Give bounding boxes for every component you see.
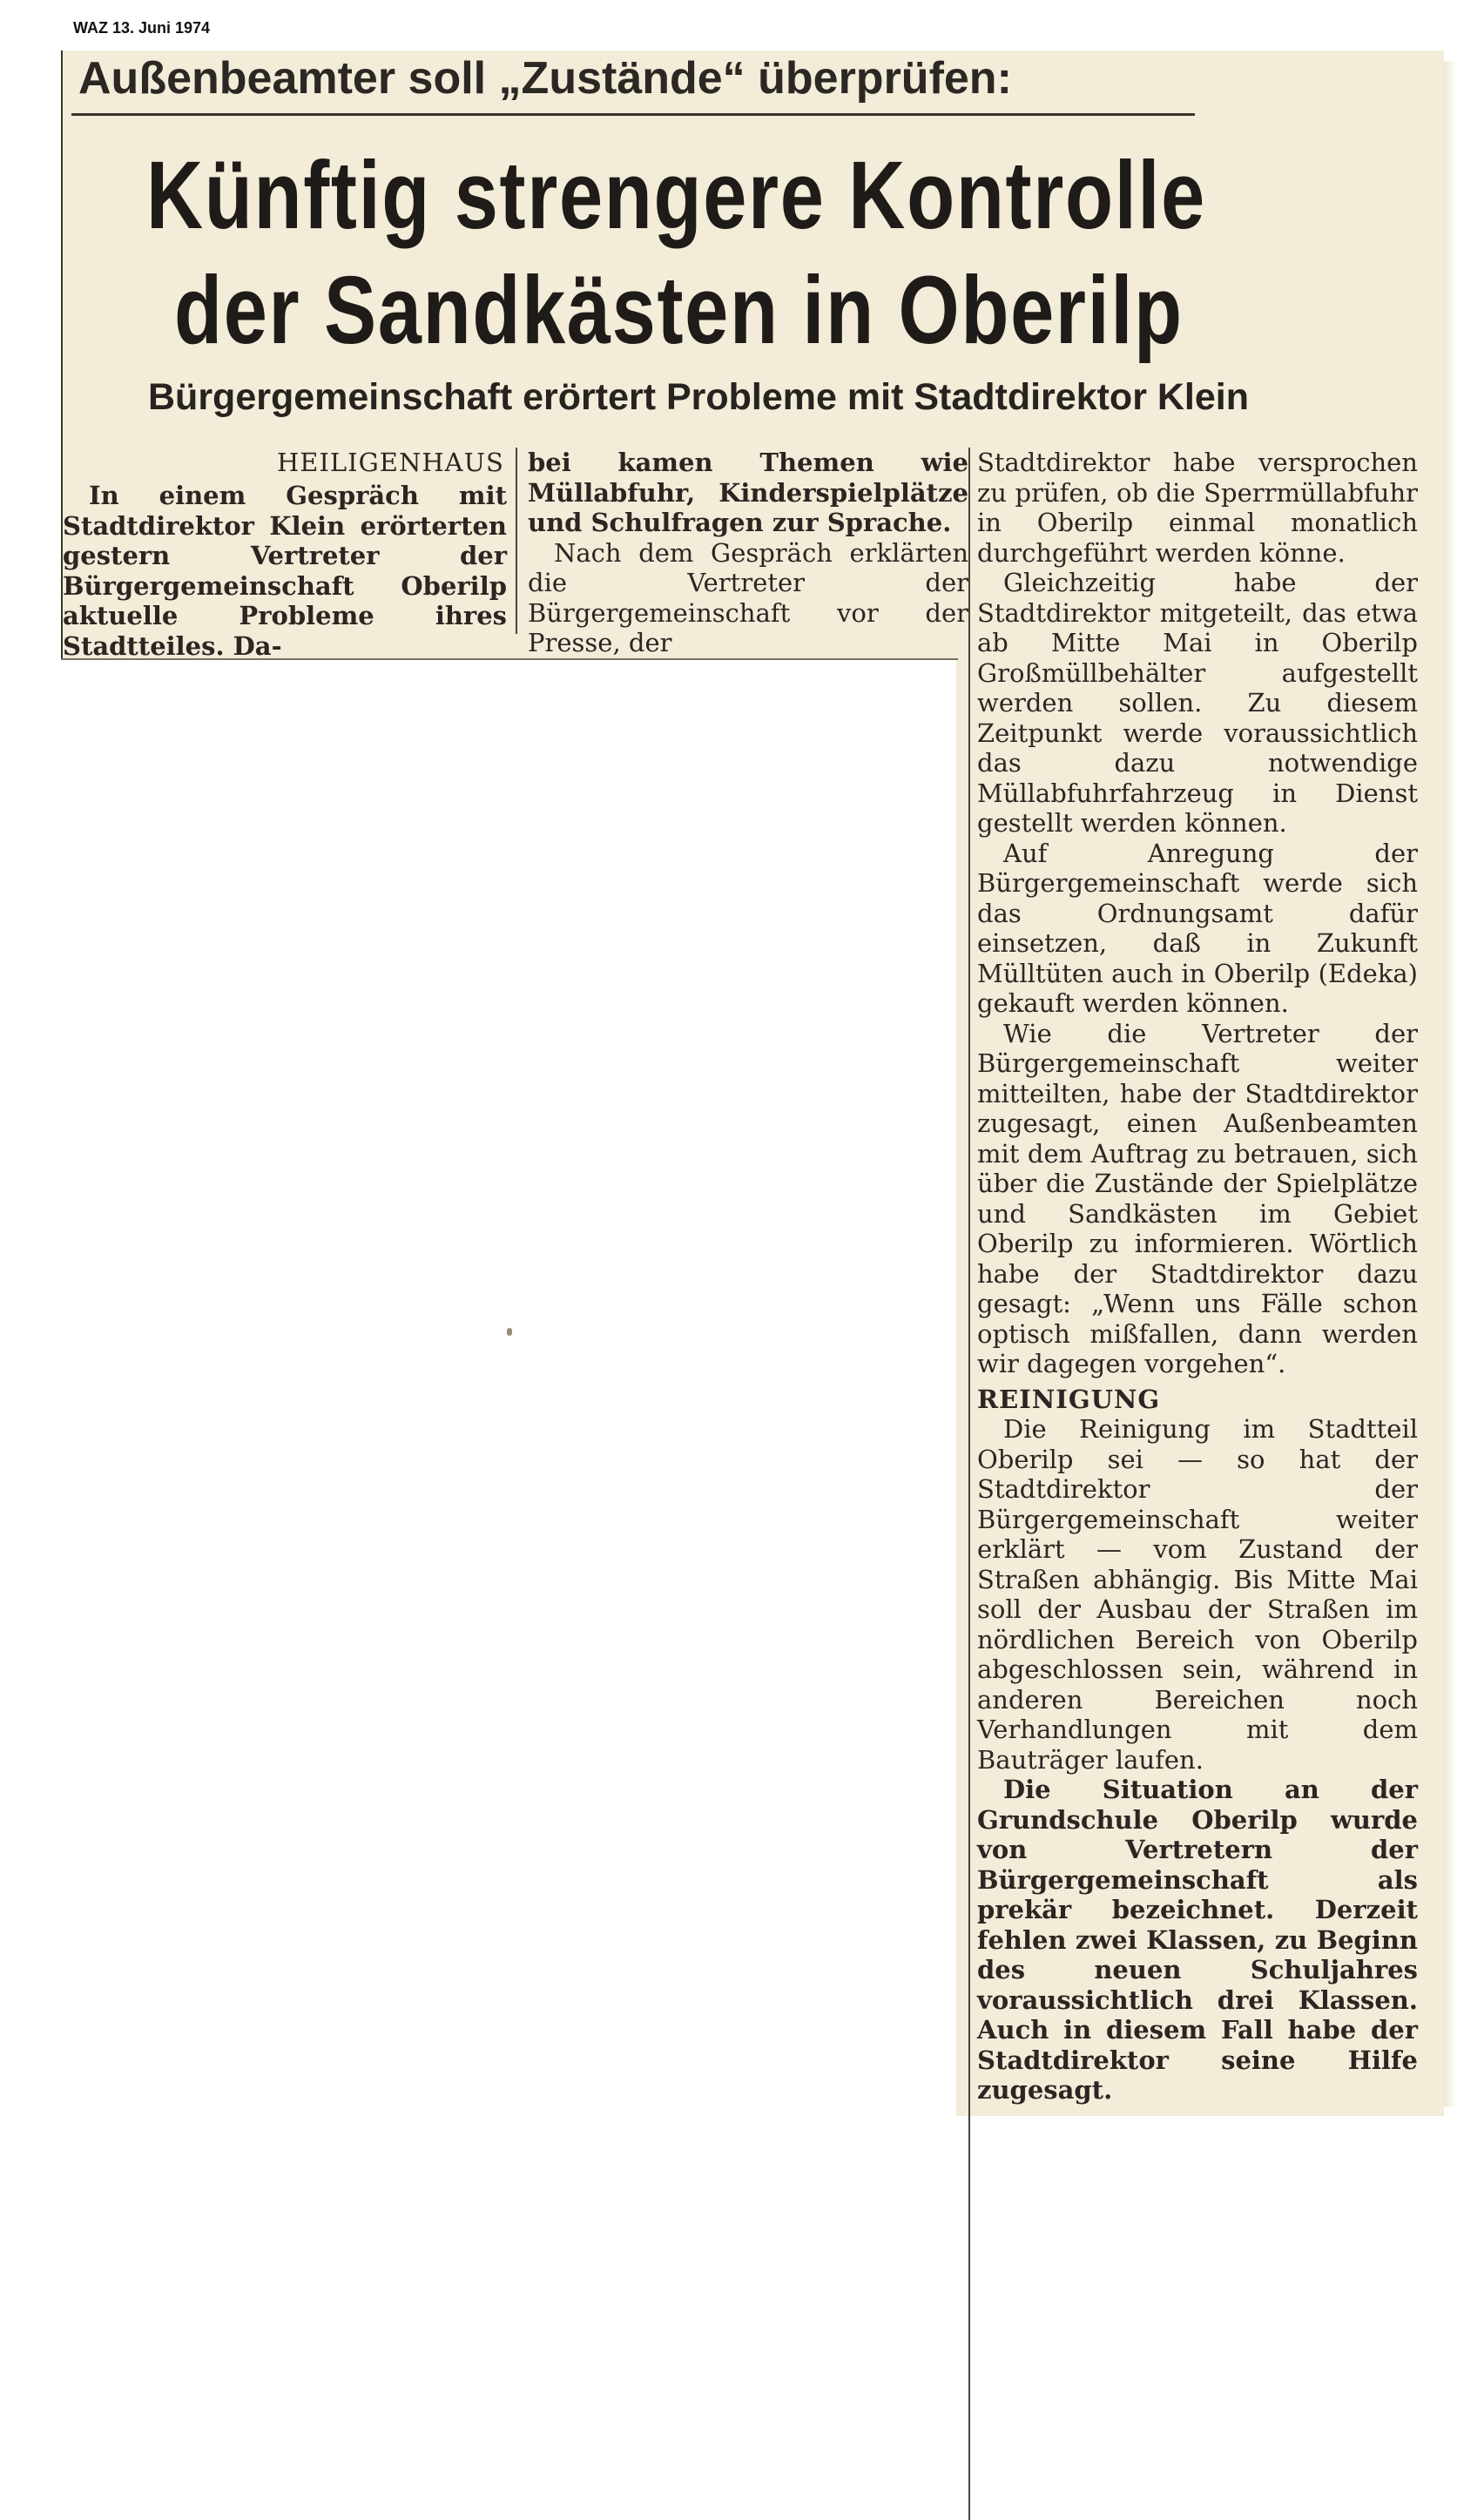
paragraph: Die Situation an der Grundschule Oberilp wurde von Vertretern der Bürgergemeinschaft als prekär bezeichnet. Derzeit fehlen zwei Klassen, zu Beginn des neuen Schuljahres voraussichtlich drei Klassen. Auch in diesem Fall habe der Stadtdirektor seine Hilfe zugesagt. [977,1775,1418,2105]
source-label: WAZ 13. Juni 1974 [73,19,211,37]
column-divider-1 [516,448,517,634]
paragraph: Die Reinigung im Stadtteil Oberilp sei — so hat der Stadtdirektor der Bürgergemeinschaft weiter erklärt — vom Zustand der Straßen abhängig. Bis Mitte Mai soll der Ausbau der Straßen im nördlichen Bereich von Oberilp abgeschlossen sein, während in anderen Bereichen noch Verhandlungen mit dem Bauträger laufen. [977,1414,1418,1775]
column-divider-2 [968,448,970,2520]
article-column-1 [63,481,507,661]
dateline: HEILIGENHAUS [277,448,504,477]
paragraph: In einem Gespräch mit Stadtdirektor Klein erörterten gestern Vertreter der Bürgergemeinschaft Oberilp aktuelle Probleme ihres Stadtteiles. Da- [63,481,507,661]
article-column-3 [977,448,1418,2106]
paragraph: bei kamen Themen wie Müllabfuhr, Kinderspielplätze und Schulfragen zur Sprache. [528,448,968,537]
headline-line-1: Künftig strengere Kontrolle [146,142,1206,249]
paragraph: Gleichzeitig habe der Stadtdirektor mitgeteilt, das etwa ab Mitte Mai in Oberilp Großmüllbehälter aufgestellt werden sollen. Zu diesem Zeitpunkt werde voraussichtlich das dazu notwendige Müllabfuhrfahrzeug in Dienst gestellt werden können. [977,568,1418,838]
paragraph: Wie die Vertreter der Bürgergemeinschaft weiter mitteilten, habe der Stadtdirektor zugesagt, einen Außenbeamten mit dem Auftrag zu betrauen, sich über die Zustände der Spielplätze und Sandkästen im Gebiet Oberilp zu informieren. Wörtlich habe der Stadtdirektor dazu gesagt: „Wenn uns Fälle schon optisch mißfallen, dann werden wir dagegen vorgehen“. [977,1018,1418,1378]
paragraph: Auf Anregung der Bürgergemeinschaft werde sich das Ordnungsamt dafür einsetzen, daß in Zukunft Mülltüten auch in Oberilp (Edeka) gekauft werden können. [977,838,1418,1018]
paragraph: Nach dem Gespräch erklärten die Vertreter der Bürgergemeinschaft vor der Presse, der [528,537,968,657]
section-heading: REINIGUNG [977,1384,1161,1414]
paper-speck [507,1328,512,1336]
article-column-2 [528,448,968,658]
kicker-line: Außenbeamter soll „Zustände“ überprüfen: [78,53,1012,104]
clipping-edge [1444,61,1456,2107]
subheadline: Bürgergemeinschaft erörtert Probleme mit Stadtdirektor Klein [148,376,1250,418]
headline-line-2: der Sandkästen in Oberilp [174,257,1184,364]
kicker-rule [71,113,1195,116]
paragraph: Stadtdirektor habe versprochen zu prüfen, ob die Sperrmüllabfuhr in Oberilp einmal monatlich durchgeführt werden könne. [977,448,1418,568]
